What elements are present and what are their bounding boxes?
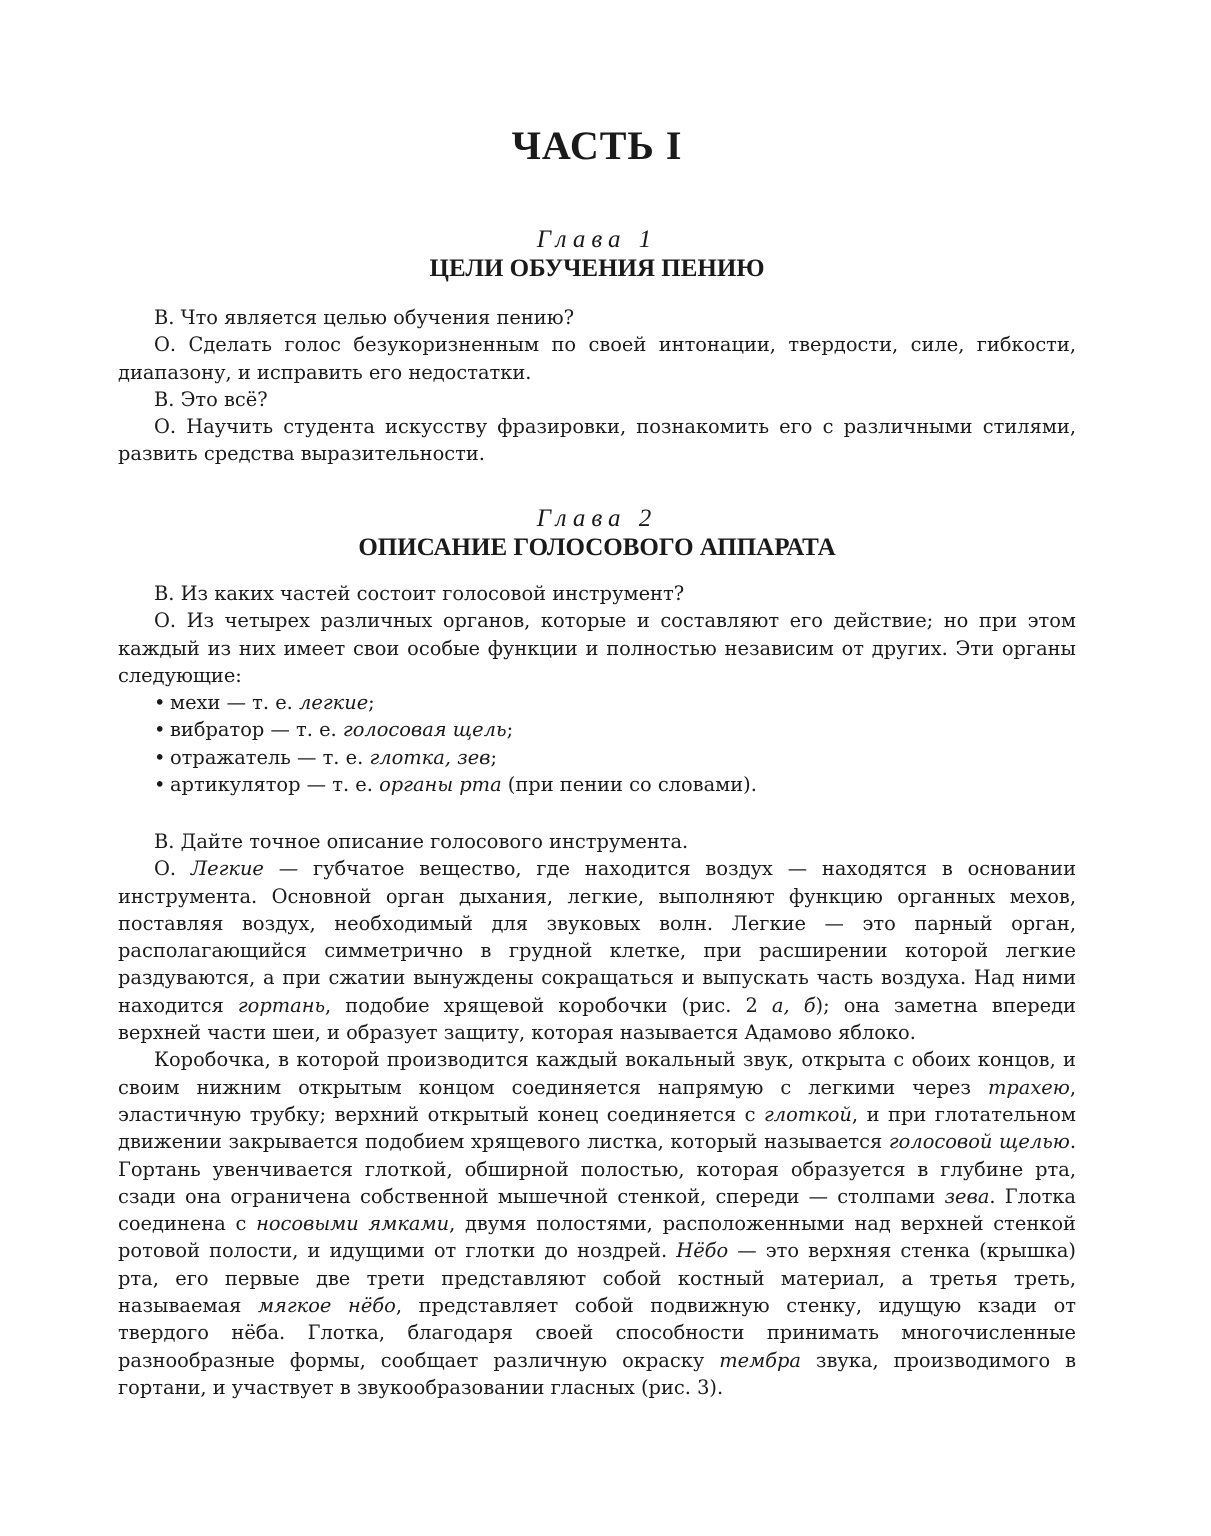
chapter-2-label: Глава 2: [536, 505, 658, 532]
list-item: • вибратор — т. е. голосовая щель;: [154, 716, 1076, 743]
answer-3: О. Из четырех различных органов, которые и составляют его действие; но при этом каждый из них имеет свои особые функции и полностью независим от других. Эти органы следующие:: [118, 609, 1076, 687]
answer-4: О. Легкие — губчатое вещество, где находится воздух — находятся в основании инструмента. Основной орган дыхания, легкие, выполняют функцию органных мехов, поставляя воздух, необходимый для звуковых волн. Легкие — это парный орган, располагающийся симметрично в грудной клетке, при расширении которой легкие раздуваются, а при сжатии вынуждены сокращаться и выпускать часть воздуха. Над ними находится гортань, подобие хрящевой коробочки (рис. 2 а, б); она заметна впереди верхней части шеи, и образует защиту, которая называется Адамово яблоко.: [118, 857, 1076, 1045]
chapter-2-body-part-2: [118, 828, 1076, 1401]
bullet-glyph: •: [154, 773, 166, 797]
question-2: В. Это всё?: [154, 387, 268, 411]
question-1: В. Что является целью обучения пению?: [154, 306, 574, 329]
answer-2: О. Научить студента искусству фразировки, познакомить его с различными стилями, развить средства выразительности.: [118, 415, 1076, 466]
list-item: • артикулятор — т. е. органы рта (при пении со словами).: [154, 771, 1076, 798]
chapter-1-title: ЦЕЛИ ОБУЧЕНИЯ ПЕНИЮ: [429, 255, 765, 282]
bullet-glyph: •: [154, 745, 166, 769]
question-4: В. Дайте точное описание голосового инструмента.: [154, 830, 689, 853]
answer-1: О. Сделать голос безукоризненным по своей интонации, твердости, силе, гибкости, диапазону, и исправить его недостатки.: [118, 333, 1076, 384]
chapter-2-body-part-1: [118, 580, 1076, 798]
chapter-1-body: [118, 304, 1076, 468]
list-item: • мехи — т. е. легкие;: [154, 689, 1076, 716]
chapter-1-heading: [118, 226, 1076, 284]
organ-list: [118, 689, 1076, 798]
chapter-1-label: Глава 1: [536, 226, 658, 253]
question-3: В. Из каких частей состоит голосовой инструмент?: [154, 582, 685, 605]
list-item: • отражатель — т. е. глотка, зев;: [154, 744, 1076, 771]
bullet-glyph: •: [154, 718, 166, 742]
paragraph-larynx: Коробочка, в которой производится каждый вокальный звук, открыта с обоих концов, и своим нижним открытым концом соединяется напрямую с легкими через трахею, эластичную трубку; верхний открытый конец соединяется с глоткой, и при глотательном движении закрывается подобием хрящевого листка, который называется голосовой щелью. Гортань увенчивается глоткой, обширной полостью, которая образуется в глубине рта, сзади она ограничена собственной мышечной стенкой, спереди — столпами зева. Глотка соединена с носовыми ямками, двумя полостями, расположенными над верхней стенкой ротовой полости, и идущими от глотки до ноздрей. Нёбо — это верхняя стенка (крышка) рта, его первые две трети представляют собой костный материал, а третья треть, называемая мягкое нёбо, представляет собой подвижную стенку, идущую кзади от твердого нёба. Глотка, благодаря своей способности принимать многочисленные разнообразные формы, сообщает различную окраску тембра звука, производимого в гортани, и участвует в звукообразовании гласных (рис. 3).: [118, 1048, 1077, 1399]
chapter-2-heading: [118, 505, 1076, 563]
chapter-2-title: ОПИСАНИЕ ГОЛОСОВОГО АППАРАТА: [358, 534, 836, 561]
part-title: ЧАСТЬ I: [511, 123, 683, 168]
bullet-glyph: •: [154, 691, 166, 715]
